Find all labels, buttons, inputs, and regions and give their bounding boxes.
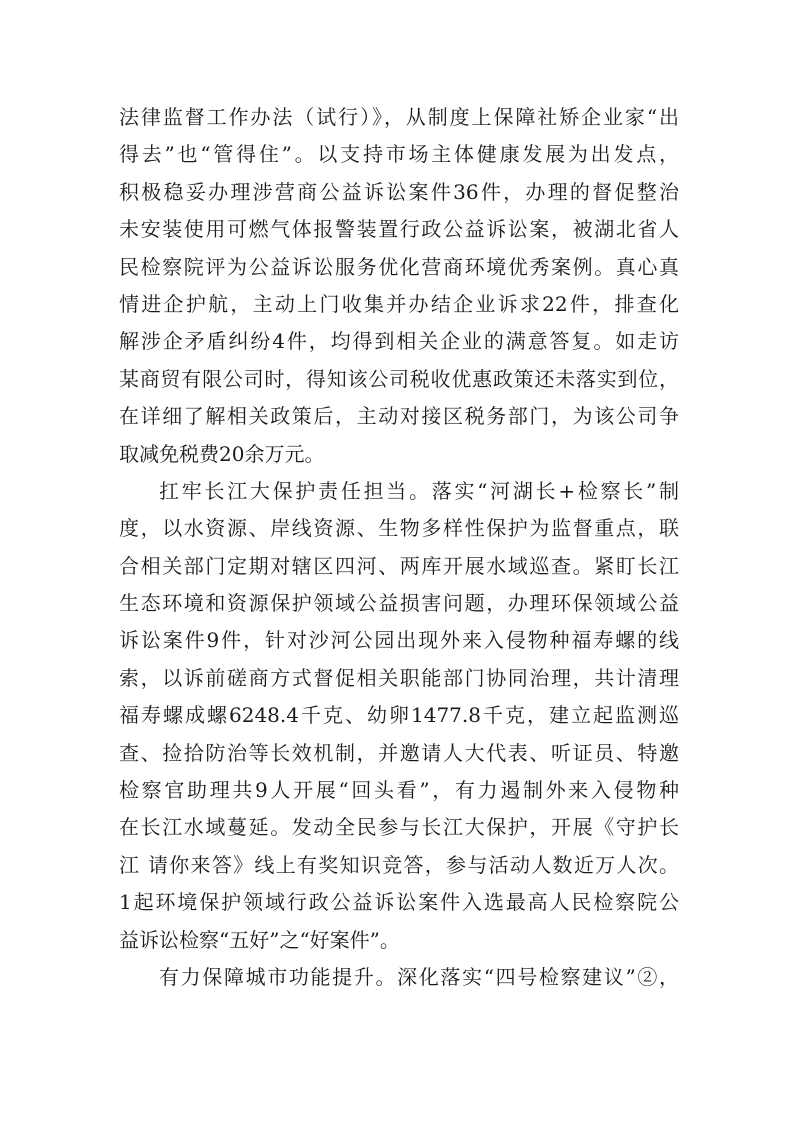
text-line: 扛牢长江大保护责任担当。落实“河湖长+检察长”制 <box>159 478 679 503</box>
text-line: 有力保障城市功能提升。深化落实“四号检察建议”②， <box>159 964 679 989</box>
text-line: 在长江水域蔓延。发动全民参与长江大保护，开展《守护长 <box>119 815 679 840</box>
text-line: 在详细了解相关政策后，主动对接区税务部门，为该公司争 <box>119 404 679 429</box>
text-line: 查、捡拾防治等长效机制，并邀请人大代表、听证员、特邀 <box>119 740 679 765</box>
text-line: 生态环境和资源保护领域公益损害问题，办理环保领域公益 <box>119 591 679 616</box>
text-line: 得去”也“管得住”。以支持市场主体健康发展为出发点， <box>119 142 679 167</box>
text-line: 1起环境保护领域行政公益诉讼案件入选最高人民检察院公 <box>119 890 679 915</box>
body-text <box>119 99 679 996</box>
text-line: 合相关部门定期对辖区四河、两库开展水域巡查。紧盯长江 <box>119 553 679 578</box>
text-line: 江 请你来答》线上有奖知识竞答，参与活动人数近万人次。 <box>119 852 679 877</box>
text-line: 积极稳妥办理涉营商公益诉讼案件36件，办理的督促整治 <box>119 179 679 204</box>
text-line: 度，以水资源、岸线资源、生物多样性保护为监督重点，联 <box>119 516 679 541</box>
text-line: 某商贸有限公司时，得知该公司税收优惠政策还未落实到位， <box>119 366 679 391</box>
text-line: 情进企护航，主动上门收集并办结企业诉求22件，排查化 <box>119 291 679 316</box>
text-line: 诉讼案件9件，针对沙河公园出现外来入侵物种福寿螺的线 <box>119 628 679 653</box>
text-line: 取减免税费20余万元。 <box>119 441 325 466</box>
text-line: 民检察院评为公益诉讼服务优化营商环境优秀案例。真心真 <box>119 254 679 279</box>
text-line: 福寿螺成螺6248.4千克、幼卵1477.8千克，建立起监测巡 <box>119 703 679 728</box>
text-line: 检察官助理共9人开展“回头看”，有力遏制外来入侵物种 <box>119 778 679 803</box>
text-line: 索，以诉前磋商方式督促相关职能部门协同治理，共计清理 <box>119 665 679 690</box>
text-line: 解涉企矛盾纠纷4件，均得到相关企业的满意答复。如走访 <box>119 329 679 354</box>
text-line: 益诉讼检察“五好”之“好案件”。 <box>119 927 400 952</box>
text-line: 法律监督工作办法（试行）》，从制度上保障社矫企业家“出 <box>119 105 679 129</box>
text-line: 未安装使用可燃气体报警装置行政公益诉讼案，被湖北省人 <box>119 217 679 242</box>
